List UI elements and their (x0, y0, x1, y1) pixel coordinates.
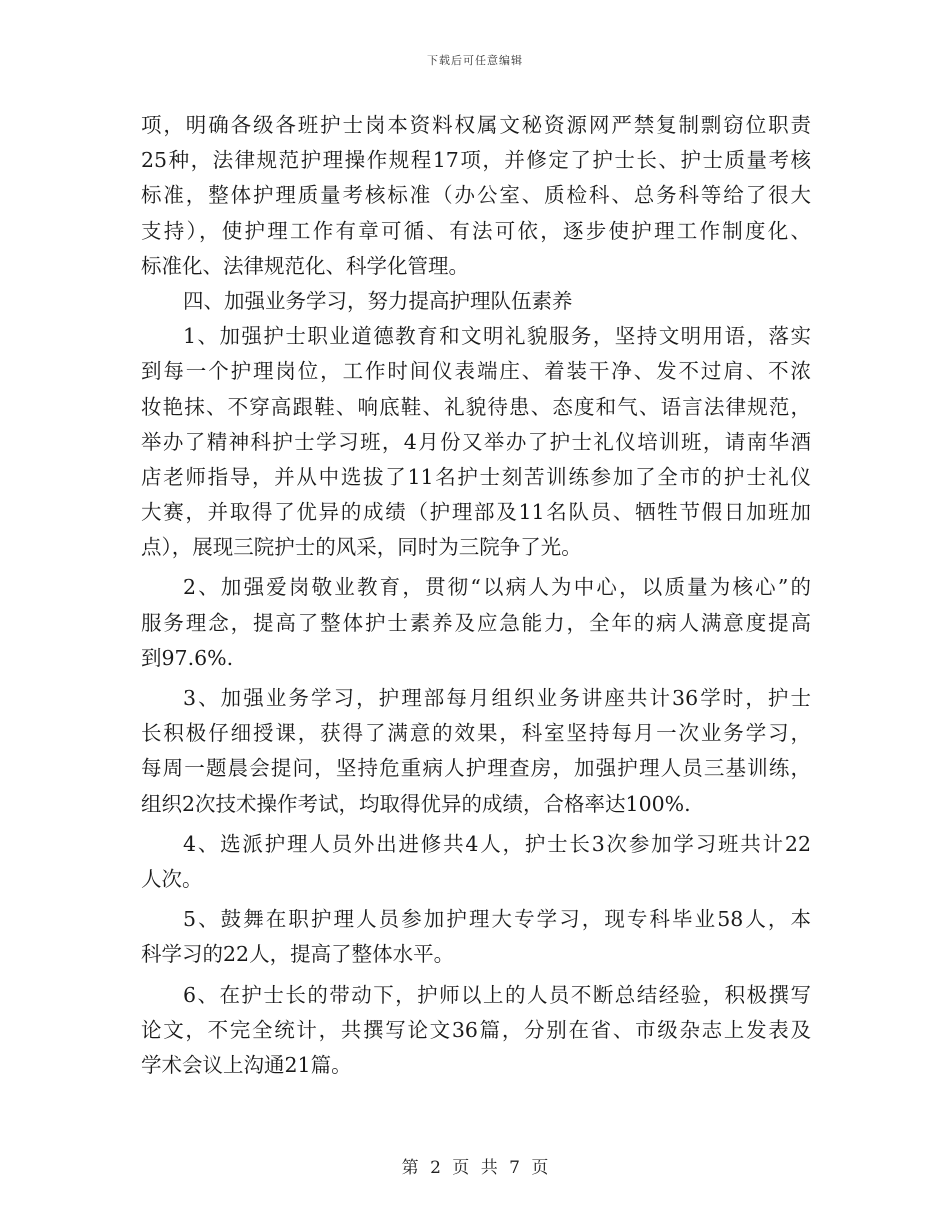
document-body (141, 108, 811, 1083)
body-line: 每周一题晨会提问，坚持危重病人护理查房，加强护理人员三基训练， (141, 756, 811, 781)
body-line: 大赛，并取得了优异的成绩（护理部及11名队员、牺牲节假日加班加 (141, 500, 811, 525)
body-line: 标准化、法律规范化、科学化管理。 (141, 253, 469, 278)
body-line: 店老师指导，并从中选拔了11名护士刻苦训练参加了全市的护士礼仪 (141, 464, 811, 489)
body-line: 人次。 (141, 866, 203, 891)
body-line: 项，明确各级各班护士岗本资料权属文秘资源网严禁复制剽窃位职责 (141, 113, 811, 137)
page-footer: 第 2 页 共 7 页 (401, 1158, 549, 1178)
body-line: 论文，不完全统计，共撰写论文36篇，分别在省、市级杂志上发表及 (141, 1017, 811, 1042)
body-line: 4、选派护理人员外出进修共4人，护士长3次参加学习班共计22 (183, 831, 811, 856)
section-heading: 四、加强业务学习，努力提高护理队伍素养 (183, 288, 573, 313)
body-line: 6、在护士长的带动下，护师以上的人员不断总结经验，积极撰写 (183, 982, 811, 1007)
page-header: 下载后可任意编辑 (427, 54, 523, 67)
body-line: 2、加强爱岗敬业教育，贯彻“以病人为中心，以质量为核心”的 (183, 575, 811, 600)
body-line: 长积极仔细授课，获得了满意的效果，科室坚持每月一次业务学习， (141, 721, 811, 746)
body-line: 3、加强业务学习，护理部每月组织业务讲座共计36学时，护士 (183, 686, 811, 710)
body-line: 1、加强护士职业道德教育和文明礼貌服务，坚持文明用语，落实 (183, 324, 811, 349)
body-line: 学术会议上沟通21篇。 (141, 1052, 352, 1077)
body-line: 标准，整体护理质量考核标准（办公室、质检科、总务科等给了很大 (141, 183, 811, 208)
body-line: 点），展现三院护士的风采，同时为三院争了光。 (141, 535, 582, 560)
body-line: 5、鼓舞在职护理人员参加护理大专学习，现专科毕业58人，本 (183, 907, 811, 932)
body-line: 到每一个护理岗位，工作时间仪表端庄、着装干净、发不过肩、不浓 (141, 359, 811, 384)
body-line: 举办了精神科护士学习班，4月份又举办了护士礼仪培训班，请南华酒 (141, 429, 811, 454)
body-line: 到97.6%. (141, 645, 234, 670)
body-line: 科学习的22人，提高了整体水平。 (141, 942, 455, 967)
body-line: 服务理念，提高了整体护士素养及应急能力，全年的病人满意度提高 (141, 610, 811, 635)
body-line: 妆艳抹、不穿高跟鞋、响底鞋、礼貌待患、态度和气、语言法律规范， (141, 394, 811, 419)
body-line: 支持），使护理工作有章可循、有法可依，逐步使护理工作制度化、 (141, 218, 811, 243)
body-line: 组织2次技术操作考试，均取得优异的成绩，合格率达100%. (141, 791, 691, 816)
body-line: 25种，法律规范护理操作规程17项，并修定了护士长、护士质量考核 (141, 148, 811, 173)
